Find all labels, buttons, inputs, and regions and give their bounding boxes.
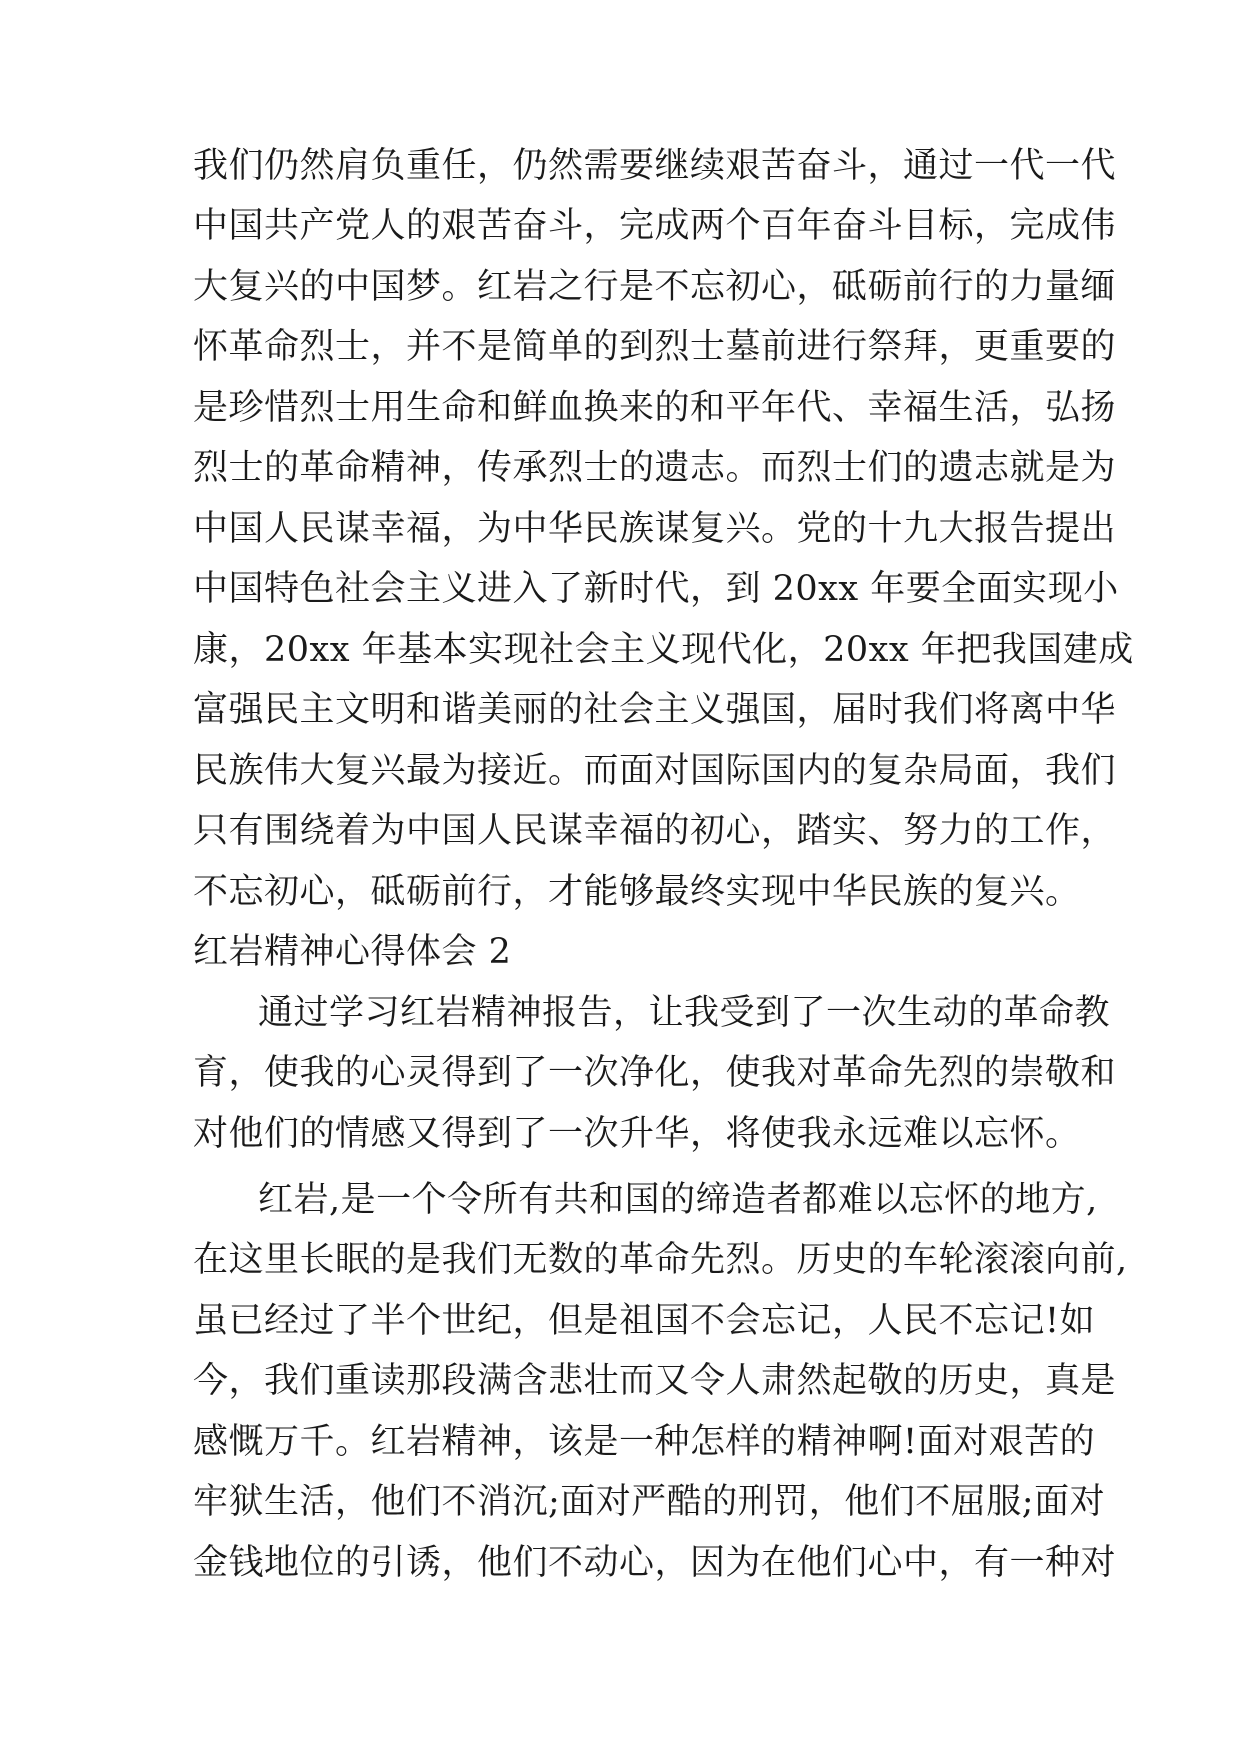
text-line: 不忘初心，砥砺前行，才能够最终实现中华民族的复兴。 — [193, 872, 1081, 912]
text-line: 中国人民谋幸福，为中华民族谋复兴。党的十九大报告提出 — [193, 509, 1117, 549]
text-line: 今，我们重读那段满含悲壮而又令人肃然起敬的历史，真是 — [193, 1361, 1117, 1401]
section-heading: 红岩精神心得体会 2 — [193, 932, 512, 972]
text-line: 大复兴的中国梦。红岩之行是不忘初心，砥砺前行的力量缅 — [193, 267, 1117, 307]
text-line: 金钱地位的引诱，他们不动心，因为在他们心中，有一种对 — [193, 1543, 1117, 1583]
text-line: 是珍惜烈士用生命和鲜血换来的和平年代、幸福生活，弘扬 — [193, 388, 1117, 428]
text-line: 通过学习红岩精神报告，让我受到了一次生动的革命教 — [258, 993, 1111, 1033]
text-line: 康，20xx 年基本实现社会主义现代化，20xx 年把我国建成 — [193, 630, 1134, 670]
text-line: 牢狱生活，他们不消沉;面对严酷的刑罚，他们不屈服;面对 — [193, 1482, 1106, 1522]
text-line: 在这里长眠的是我们无数的革命先烈。历史的车轮滚滚向前, — [193, 1240, 1128, 1280]
text-line: 富强民主文明和谐美丽的社会主义强国，届时我们将离中华 — [193, 690, 1117, 730]
text-line: 育，使我的心灵得到了一次净化，使我对革命先烈的崇敬和 — [193, 1053, 1117, 1093]
text-line: 烈士的革命精神，传承烈士的遗志。而烈士们的遗志就是为 — [193, 448, 1117, 488]
text-line: 对他们的情感又得到了一次升华，将使我永远难以忘怀。 — [193, 1114, 1081, 1154]
text-line: 感慨万千。红岩精神，该是一种怎样的精神啊!面对艰苦的 — [193, 1422, 1096, 1462]
text-line: 中国特色社会主义进入了新时代，到 20xx 年要全面实现小 — [193, 569, 1119, 609]
text-line: 民族伟大复兴最为接近。而面对国际国内的复杂局面，我们 — [193, 751, 1117, 791]
text-line: 中国共产党人的艰苦奋斗，完成两个百年奋斗目标，完成伟 — [193, 206, 1117, 246]
text-line: 虽已经过了半个世纪，但是祖国不会忘记，人民不忘记!如 — [193, 1301, 1096, 1341]
text-line: 红岩,是一个令所有共和国的缔造者都难以忘怀的地方, — [258, 1180, 1098, 1220]
text-line: 只有围绕着为中国人民谋幸福的初心，踏实、努力的工作， — [193, 811, 1117, 851]
text-line: 怀革命烈士，并不是简单的到烈士墓前进行祭拜，更重要的 — [193, 327, 1117, 367]
text-line: 我们仍然肩负重任，仍然需要继续艰苦奋斗，通过一代一代 — [193, 146, 1117, 186]
